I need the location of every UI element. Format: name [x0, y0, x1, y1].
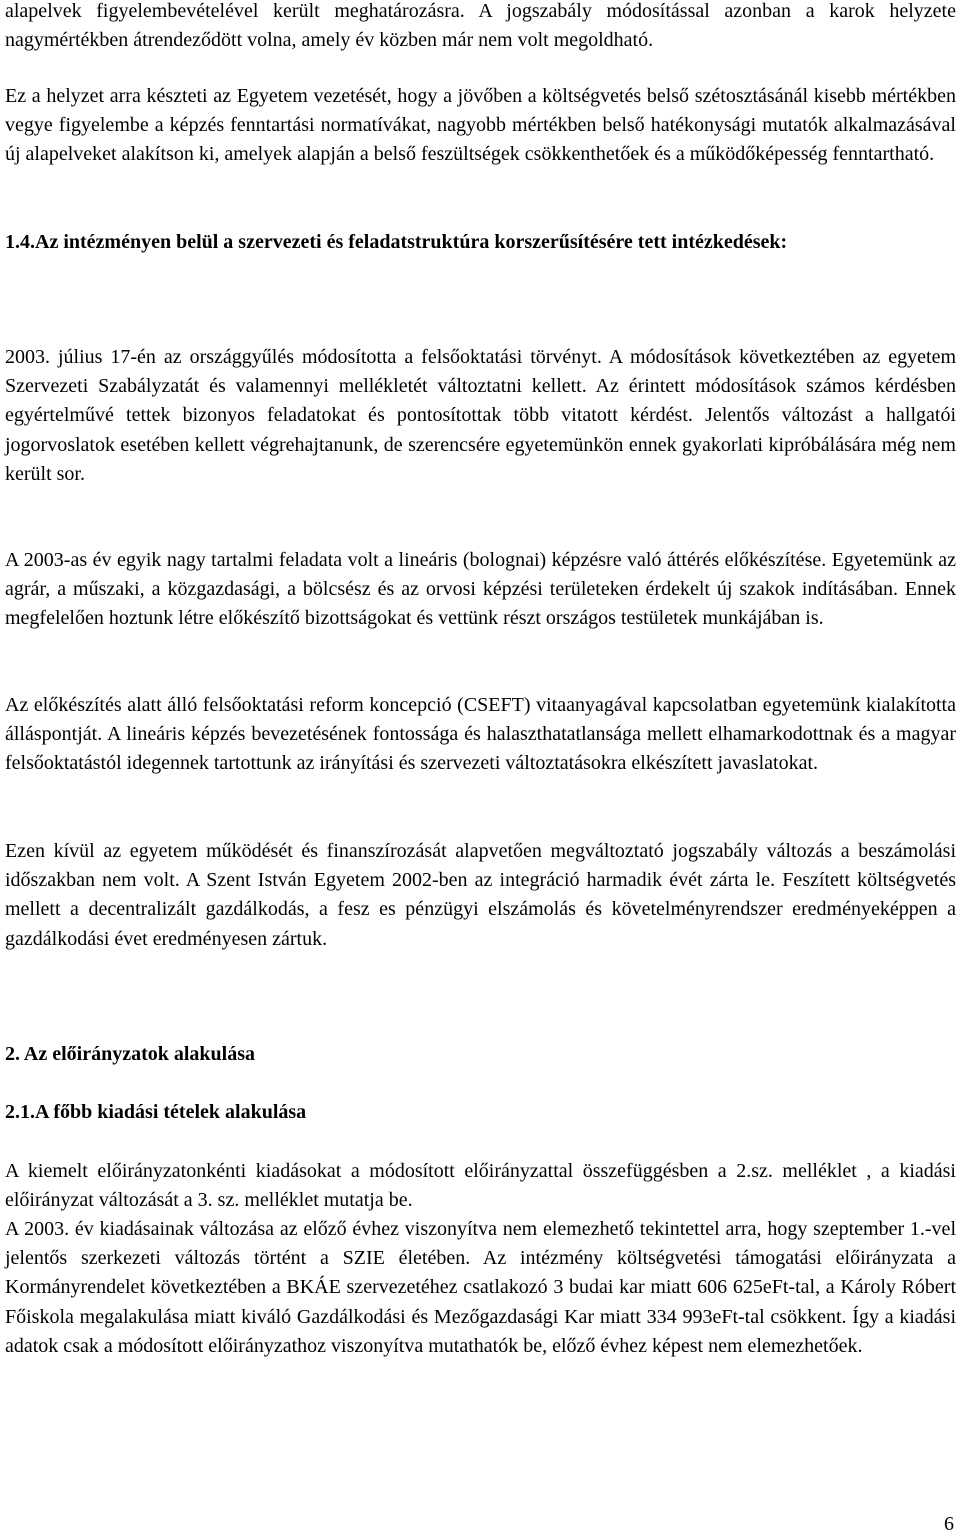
page-number: 6: [944, 1513, 954, 1535]
paragraph-annex: A kiemelt előirányzatonkénti kiadásokat a módosított előirányzattal összefüggésben a 2.sz. melléklet , a kiadási előirányzat változását a 3. sz. melléklet mutatja be.: [5, 1160, 956, 1212]
paragraph-financing: Ezen kívül az egyetem működését és finanszírozását alapvetően megváltoztató jogszabály változás a beszámolási időszakban nem volt. A Szent István Egyetem 2002-ben az integráció harmadik évét zárta le. Feszített költségvetés mellett a decentralizált gazdálkodás, a fesz es pénzügyi elszámolás és követelményrendszer eredményeképpen a gazdálkodási évet eredményesen zártuk.: [5, 840, 956, 950]
paragraph-intro-continued: alapelvek figyelembevételével került meghatározásra. A jogszabály módosítással azonban a karok helyzete nagymértékben átrendeződött volna, amely év közben már nem volt megoldható.: [5, 0, 956, 52]
heading-section-2: 2. Az előirányzatok alakulása: [5, 1043, 256, 1065]
paragraph-budget-principles: Ez a helyzet arra készteti az Egyetem vezetését, hogy a jövőben a költségvetés belső szétosztásánál kisebb mértékben vegye figyelembe a képzés fenntartási normatívákat, nagyobb mértékben belső hatékonysági mutatók alkalmazásával új alapelveket alakítson ki, amelyek alapján a belső feszültségek csökkenthetőek és a működőképesség fenntartható.: [5, 85, 956, 166]
heading-section-2-1: 2.1.A főbb kiadási tételek alakulása: [5, 1101, 307, 1123]
paragraph-bologna: A 2003-as év egyik nagy tartalmi feladata volt a lineáris (bolognai) képzésre való áttérés előkészítése. Egyetemünk az agrár, a műszaki, a közgazdasági, a bölcsész és az orvosi képzési területeken érdekelt új szakok indításában. Ennek megfelelően hoztunk létre előkészítő bizottságokat és vettünk részt országos testületek munkájában is.: [5, 549, 956, 630]
paragraph-expenditure-change: A 2003. év kiadásainak változása az előző évhez viszonyítva nem elemezhető tekintettel arra, hogy szeptember 1.-vel jelentős szerkezeti változás történt a SZIE életében. Az intézmény költségvetési támogatási előirányzata a Kormányrendelet következtében a BKÁE szervezetéhez csatlakozó 3 budai kar miatt 606 625eFt-tal, a Károly Róbert Főiskola megalakulása miatt kiváló Gazdálkodási és Mezőgazdasági Kar miatt 334 993eFt-tal csökkent. Így a kiadási adatok csak a módosított előirányzathoz viszonyítva mutathatók be, előző évhez képest nem elemezhetőek.: [5, 1218, 956, 1357]
heading-section-1-4: 1.4.Az intézményen belül a szervezeti és feladatstruktúra korszerűsítésére tett intézkedések:: [5, 231, 788, 253]
paragraph-cseft: Az előkészítés alatt álló felsőoktatási reform koncepció (CSEFT) vitaanyagával kapcsolatban egyetemünk kialakította álláspontját. A lineáris képzés bevezetésének fontossága és halaszthatatlansága mellett elhamarkodottnak és a magyar felsőoktatástól idegennek tartottunk az irányítási és szervezeti változtatásokra elkészített javaslatokat.: [5, 694, 956, 775]
paragraph-higher-ed-law: 2003. július 17-én az országgyűlés módosította a felsőoktatási törvényt. A módosítások következtében az egyetem Szervezeti Szabályzatát és valamennyi mellékletét változtatni kellett. Az érintett módosítások számos kérdésben egyértelművé tettek bizonyos feladatokat és pontosítottak több vitatott kérdést. Jelentős változást a hallgatói jogorvoslatok esetében kellett végrehajtanunk, de szerencsére egyetemünkön ennek gyakorlati kipróbálására még nem került sor.: [5, 346, 956, 485]
